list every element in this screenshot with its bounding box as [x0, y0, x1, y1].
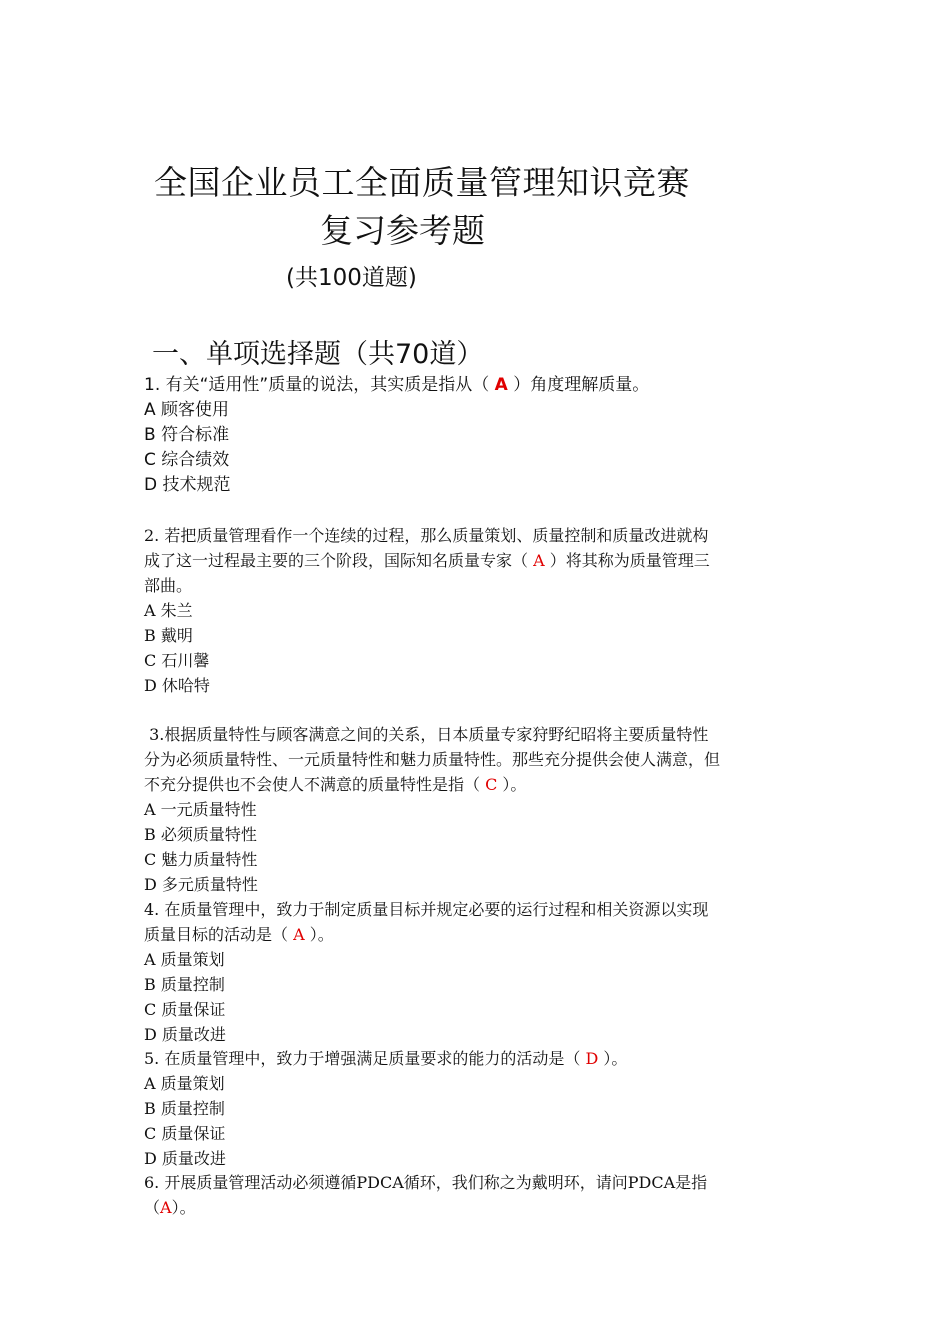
option-a: A 朱兰 — [144, 601, 193, 620]
question-stem-line: 4. 在质量管理中，致力于制定质量目标并规定必要的运行过程和相关资源以实现 — [144, 900, 709, 919]
question-stem-line: 分为必须质量特性、一元质量特性和魅力质量特性。那些充分提供会使人满意，但 — [144, 750, 721, 769]
option-c: C 综合绩效 — [144, 450, 230, 470]
question-stem-line: 部曲。 — [144, 576, 193, 595]
option-a: A 顾客使用 — [144, 400, 230, 420]
question-stem: 1. 有关“适用性”质量的说法，其实质是指从（ A ）角度理解质量。 — [144, 375, 650, 395]
option-a: A 质量策划 — [144, 1074, 225, 1093]
question-stem-line: 5. 在质量管理中，致力于增强满足质量要求的能力的活动是（ D ）。 — [144, 1049, 628, 1068]
answer-mark: A — [160, 1198, 172, 1217]
option-d: D 多元质量特性 — [144, 875, 258, 894]
question-2 — [144, 523, 814, 698]
answer-mark: C — [485, 775, 498, 794]
question-stem-line: 3.根据质量特性与顾客满意之间的关系，日本质量专家狩野纪昭将主要质量特性 — [144, 725, 709, 744]
option-d: D 休哈特 — [144, 676, 210, 695]
option-a: A 质量策划 — [144, 950, 225, 969]
option-b: B 戴明 — [144, 626, 193, 645]
option-b: B 符合标准 — [144, 425, 230, 445]
option-d: D 质量改进 — [144, 1025, 226, 1044]
question-stem-line: 2. 若把质量管理看作一个连续的过程，那么质量策划、质量控制和质量改进就构 — [144, 526, 709, 545]
option-c: C 石川馨 — [144, 651, 210, 670]
question-5 — [144, 1046, 814, 1171]
question-6 — [144, 1170, 814, 1220]
question-stem-line: 成了这一过程最主要的三个阶段，国际知名质量专家（ A ）将其称为质量管理三 — [144, 551, 710, 570]
option-c: C 魅力质量特性 — [144, 850, 258, 869]
option-d: D 质量改进 — [144, 1149, 226, 1168]
question-stem-line: （A）。 — [144, 1198, 196, 1217]
option-d: D 技术规范 — [144, 475, 231, 495]
answer-mark: A — [533, 551, 545, 570]
option-b: B 必须质量特性 — [144, 825, 257, 844]
option-b: B 质量控制 — [144, 975, 225, 994]
answer-mark: A — [293, 925, 305, 944]
document-title-line2: 复习参考题 — [320, 211, 485, 250]
option-c: C 质量保证 — [144, 1124, 226, 1143]
option-c: C 质量保证 — [144, 1000, 226, 1019]
option-b: B 质量控制 — [144, 1099, 225, 1118]
question-1 — [144, 373, 814, 498]
answer-mark: A — [494, 375, 508, 395]
option-a: A 一元质量特性 — [144, 800, 257, 819]
question-stem-line: 质量目标的活动是（ A ）。 — [144, 925, 334, 944]
section-heading: 一、单项选择题（共70道） — [152, 339, 484, 370]
question-4 — [144, 897, 814, 1047]
question-3 — [144, 722, 814, 897]
question-stem-line: 6. 开展质量管理活动必须遵循PDCA循环，我们称之为戴明环，请问PDCA是指 — [144, 1173, 708, 1192]
document-title-line1: 全国企业员工全面质量管理知识竞赛 — [154, 163, 690, 202]
answer-mark: D — [585, 1049, 599, 1068]
document-subtitle: (共100道题) — [286, 265, 417, 291]
question-stem-line: 不充分提供也不会使人不满意的质量特性是指（ C ）。 — [144, 775, 527, 794]
